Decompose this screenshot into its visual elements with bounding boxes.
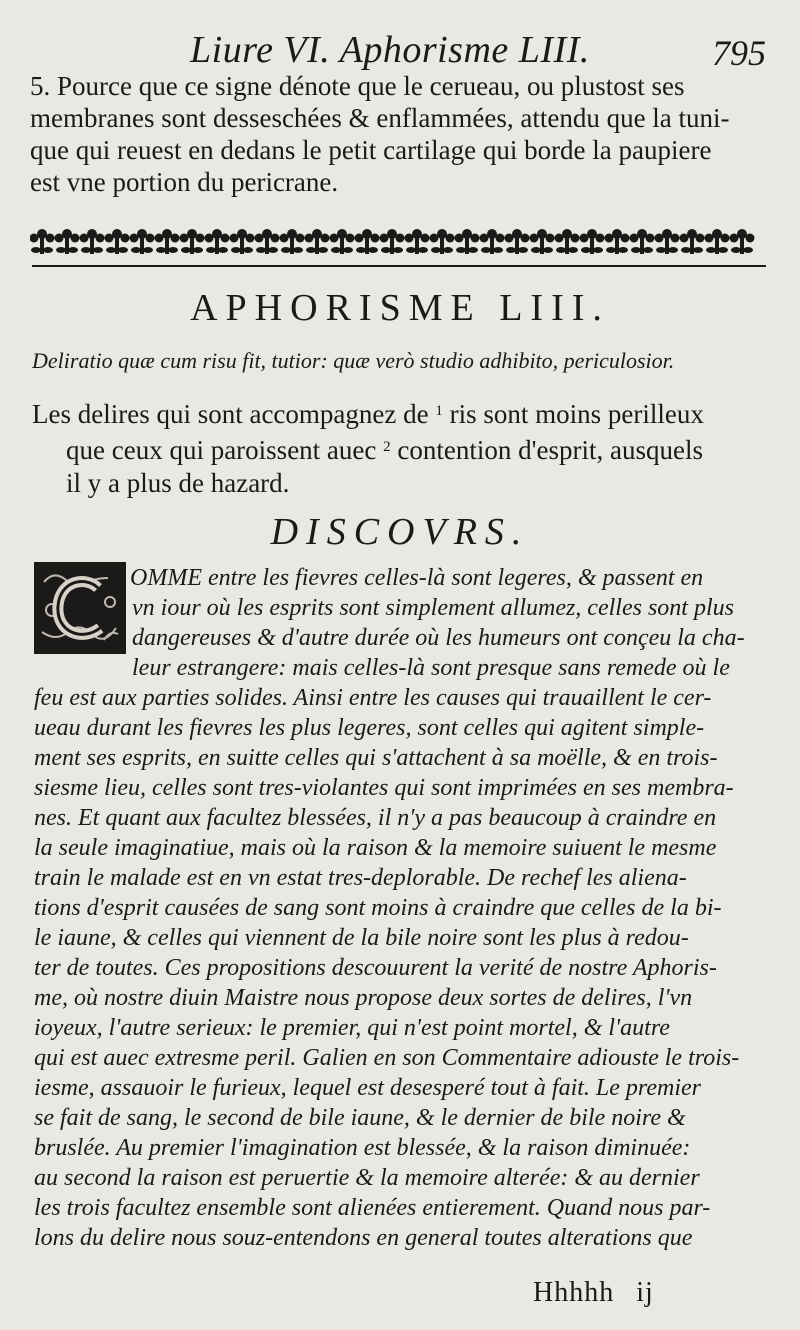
text-line: que qui reuest en dedans le petit cartilage qui borde la paupiere	[30, 135, 712, 165]
footnote-marker: 2	[383, 439, 391, 455]
text-line: dangereuses & d'autre durée où les humeurs ont conçeu la cha-	[132, 625, 745, 651]
signature-leaf: ij	[636, 1277, 654, 1308]
text-fragment: ris sont moins perilleux	[449, 399, 704, 429]
footnote-marker: 1	[435, 403, 443, 419]
text-line: il y a plus de hazard.	[66, 468, 290, 498]
text-line: leur estrangere: mais celles-là sont presque sans remede où le	[132, 655, 730, 681]
decorated-initial-c	[34, 562, 126, 654]
text-line: iesme, assauoir le furieux, lequel est desesperé tout à fait. Le premier	[34, 1075, 701, 1101]
text-fragment: contention d'esprit, ausquels	[397, 435, 703, 465]
text-line: OMME entre les fievres celles-là sont legeres, & passent en	[130, 565, 704, 591]
latin-aphorism: Deliratio quæ cum risu fit, tutior: quæ verò studio adhibito, periculosior.	[32, 348, 675, 373]
text-line: siesme lieu, celles sont tres-violantes qui sont imprimées en ses membra-	[34, 775, 734, 801]
text-line: feu est aux parties solides. Ainsi entre les causes qui trauaillent le cer-	[34, 685, 712, 711]
text-line: ter de toutes. Ces propositions descouurent la verité de nostre Aphoris-	[34, 955, 717, 981]
page-number: 795	[712, 33, 766, 73]
text-line: la seule imaginatiue, mais où la raison & la memoire suiuent le mesme	[34, 835, 717, 861]
text-line: bruslée. Au premier l'imagination est blessée, & la raison diminuée:	[34, 1135, 691, 1161]
signature-mark	[533, 1277, 654, 1309]
text-line: est vne portion du pericrane.	[30, 167, 339, 197]
text-line: vn iour où les esprits sont simplement allumez, celles sont plus	[132, 595, 734, 621]
page-header	[0, 26, 800, 76]
text-line: qui est auec extresme peril. Galien en son Commentaire adiouste le trois-	[34, 1045, 740, 1071]
decorative-ornament-band	[30, 222, 768, 274]
text-fragment: que ceux qui paroissent auec	[66, 435, 377, 465]
text-line: me, où nostre diuin Maistre nous propose deux sortes de delires, l'vn	[34, 985, 693, 1011]
continued-paragraph	[30, 70, 770, 198]
text-line: les trois facultez ensemble sont alienées entierement. Quand nous par-	[34, 1195, 711, 1221]
text-line	[32, 431, 772, 467]
aphorism-title: APHORISME LIII.	[190, 287, 610, 329]
discours-title: DISCOVRS.	[270, 511, 530, 553]
signature-letters: Hhhhh	[533, 1277, 615, 1308]
text-line: nes. Et quant aux facultez blessées, il n'y a pas beaucoup à craindre en	[34, 805, 717, 831]
running-head: Liure VI. Aphorisme LIII.	[190, 29, 590, 71]
text-line: au second la raison est peruertie & la memoire alterée: & au dernier	[34, 1165, 700, 1191]
text-fragment: Les delires qui sont accompagnez de	[32, 399, 429, 429]
text-line: le iaune, & celles qui viennent de la bile noire sont les plus à redou-	[34, 925, 689, 951]
french-translation	[32, 395, 772, 500]
text-line: tions d'esprit causées de sang sont moins à craindre que celles de la bi-	[34, 895, 722, 921]
text-line: membranes sont desseschées & enflammées, attendu que la tuni-	[30, 103, 730, 133]
text-line: se fait de sang, le second de bile iaune, & le dernier de bile noire &	[34, 1105, 686, 1131]
text-line: ment ses esprits, en suitte celles qui s'attachent à sa moëlle, & en trois-	[34, 745, 718, 771]
text-line: lons du delire nous souz-entendons en general toutes alterations que	[34, 1225, 693, 1251]
text-line: ioyeux, l'autre serieux: le premier, qui n'est point mortel, & l'autre	[34, 1015, 670, 1041]
text-line: 5. Pource que ce signe dénote que le cerueau, ou plustost ses	[30, 71, 685, 101]
text-line: ueau durant les fievres les plus legeres, sont celles qui agitent simple-	[34, 715, 705, 741]
text-line: train le malade est en vn estat tres-deplorable. De rechef les aliena-	[34, 865, 687, 891]
text-line	[32, 395, 772, 431]
